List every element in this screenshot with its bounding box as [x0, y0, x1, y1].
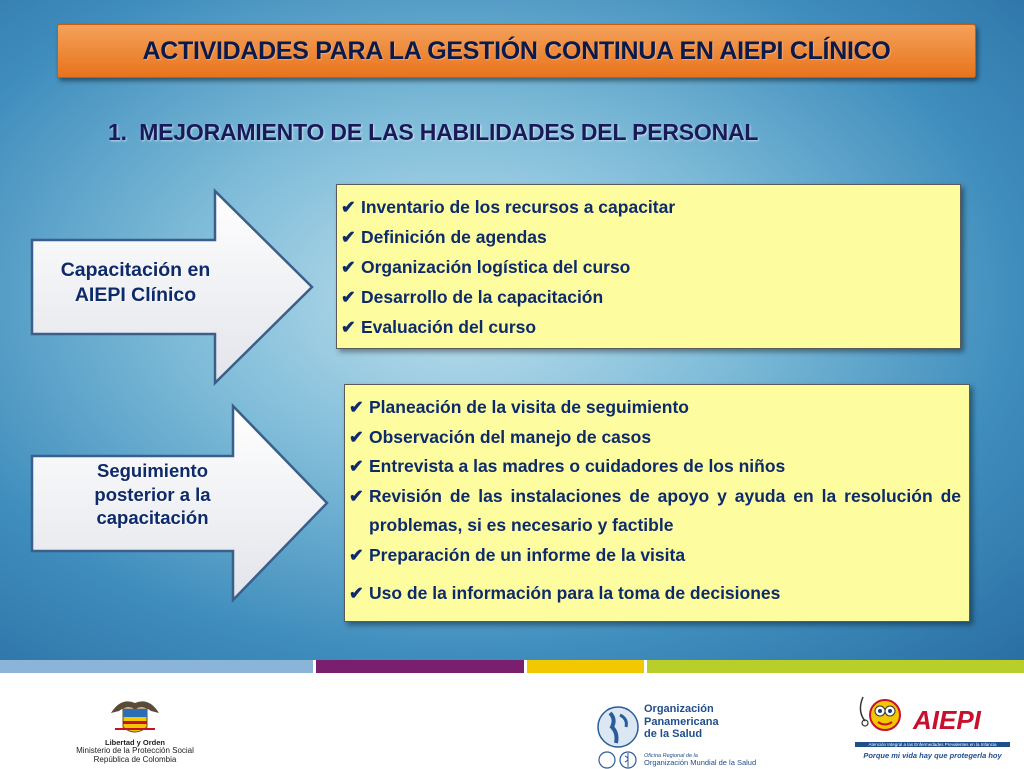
check-icon: ✔ — [349, 397, 364, 417]
emblem-icon — [598, 751, 638, 769]
footer-stripes — [0, 660, 1024, 673]
section-title: MEJORAMIENTO DE LAS HABILIDADES DEL PERSONAL — [139, 119, 759, 145]
globe-icon — [596, 705, 640, 749]
slide-title: ACTIVIDADES PARA LA GESTIÓN CONTINUA EN AIEPI CLÍNICO — [142, 36, 891, 65]
stripe-green — [647, 660, 1024, 673]
list-item: ✔ Evaluación del curso — [337, 312, 960, 342]
aiepi-description: Atención Integral a las Enfermedades Prevalentes en la Infancia — [855, 742, 1010, 747]
arrow-label-line: Seguimiento — [96, 460, 208, 481]
section-heading — [108, 119, 758, 146]
arrow-seguimiento — [30, 403, 330, 603]
list-item: ✔ Entrevista a las madres o cuidadores de los niños — [345, 452, 961, 482]
check-icon: ✔ — [349, 583, 364, 603]
arrow-label-line: posterior a la — [94, 483, 211, 505]
check-icon: ✔ — [349, 485, 364, 506]
list-item: ✔ Desarrollo de la capacitación — [337, 282, 960, 312]
ministry-country: República de Colombia — [93, 755, 177, 765]
aiepi-logo — [855, 691, 1010, 767]
list-item: ✔ Preparación de un informe de la visita — [345, 541, 961, 571]
aiepi-mascot-icon — [855, 691, 915, 741]
checklist-seguimiento — [344, 384, 970, 622]
list-item: ✔ Revisión de las instalaciones de apoyo y ayuda en la resolución de problemas, si es necesario y factible — [345, 482, 961, 541]
ministry-motto: Libertad y Orden — [104, 738, 165, 747]
check-icon: ✔ — [341, 197, 356, 217]
list-item: ✔ Inventario de los recursos a capacitar — [337, 192, 960, 222]
stripe-yellow — [527, 660, 644, 673]
arrow-capacitacion — [30, 188, 315, 386]
list-item: ✔ Organización logística del curso — [337, 252, 960, 282]
ops-logo — [594, 697, 794, 767]
coat-of-arms-icon — [55, 693, 215, 741]
ministry-logo — [55, 693, 215, 768]
check-icon: ✔ — [349, 544, 364, 565]
footer — [0, 673, 1024, 768]
stripe-blue — [0, 660, 313, 673]
list-item: ✔ Observación del manejo de casos — [345, 423, 961, 453]
ops-name: Organización Panamericana de la Salud — [644, 703, 719, 741]
list-item: ✔ Planeación de la visita de seguimiento — [345, 393, 961, 423]
aiepi-tagline: Porque mi vida hay que protegerla hoy — [863, 751, 1002, 760]
arrow-label-line: AIEPI Clínico — [74, 283, 197, 306]
arrow-label-line: capacitación — [96, 507, 209, 529]
section-number: 1. — [108, 119, 127, 145]
checklist-capacitacion — [336, 184, 961, 349]
check-icon: ✔ — [349, 426, 364, 447]
check-icon: ✔ — [341, 287, 356, 307]
list-item: ✔ Uso de la información para la toma de decisiones — [345, 579, 961, 609]
arrow-label-line: Capacitación en — [60, 259, 211, 281]
title-banner — [57, 24, 976, 78]
check-icon: ✔ — [341, 227, 356, 247]
ops-subtitle: Oficina Regional de la Organización Mundial de la Salud — [644, 753, 757, 768]
stripe-purple — [316, 660, 524, 673]
check-icon: ✔ — [341, 317, 356, 337]
check-icon: ✔ — [341, 257, 356, 277]
check-icon: ✔ — [349, 456, 364, 476]
aiepi-brand: AIEPI — [913, 705, 981, 735]
ministry-name: Ministerio de la Protección Social — [76, 746, 194, 756]
list-item: ✔ Definición de agendas — [337, 222, 960, 252]
